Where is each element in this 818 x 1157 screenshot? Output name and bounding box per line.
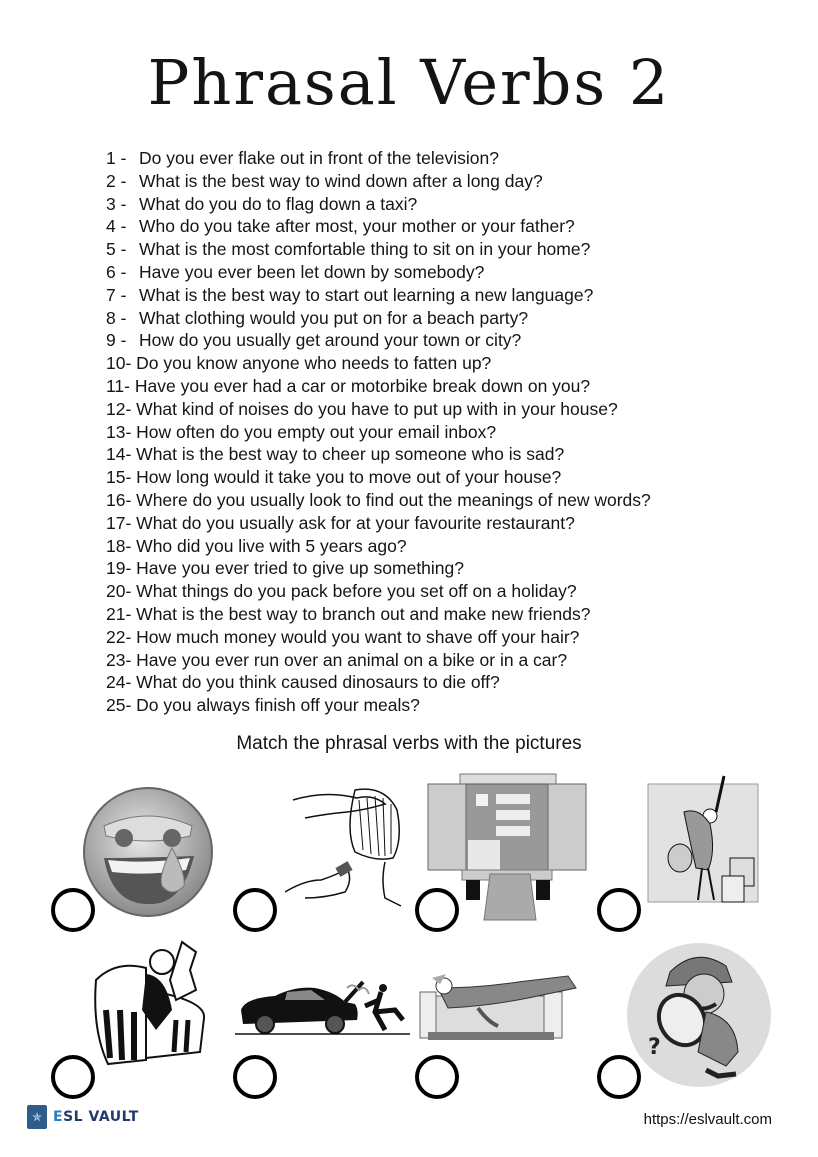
- question-number: 9 -: [106, 330, 127, 351]
- question-item: [106, 649, 746, 672]
- question-text: What is the best way to wind down after a long day?: [139, 170, 543, 191]
- question-text: What is the best way to branch out and make new friends?: [136, 603, 591, 624]
- question-text: What do you do to flag down a taxi?: [139, 193, 418, 214]
- question-number: 6 -: [106, 261, 127, 282]
- question-number: 19-: [106, 558, 132, 579]
- question-item: [106, 580, 746, 603]
- question-number: 8 -: [106, 307, 127, 328]
- question-text: Have you ever run over an animal on a bike or in a car?: [136, 649, 568, 670]
- answer-circle-4[interactable]: [597, 888, 641, 932]
- answer-circle-2[interactable]: [233, 888, 277, 932]
- question-number: 4 -: [106, 216, 127, 237]
- answer-circle-8[interactable]: [597, 1055, 641, 1099]
- question-text: Who do you take after most, your mother or your father?: [139, 216, 575, 237]
- question-text: What do you usually ask for at your favourite restaurant?: [136, 512, 575, 533]
- question-item: [106, 535, 746, 558]
- question-number: 23-: [106, 649, 132, 670]
- question-text: What things do you pack before you set off on a holiday?: [136, 581, 577, 602]
- question-text: What do you think caused dinosaurs to die off?: [136, 672, 500, 693]
- question-item: [106, 261, 746, 284]
- question-number: 24-: [106, 672, 132, 693]
- match-heading: Match the phrasal verbs with the pictures: [236, 733, 582, 754]
- logo-letter-e: E: [53, 1109, 64, 1125]
- man-on-sofa-icon: [418, 968, 590, 1046]
- question-item: [106, 398, 746, 421]
- question-number: 3 -: [106, 193, 127, 214]
- question-item: [106, 626, 746, 649]
- question-number: 21-: [106, 603, 132, 624]
- question-number: 1 -: [106, 148, 127, 168]
- question-item: [106, 375, 746, 398]
- question-item: [106, 489, 746, 512]
- question-item: [106, 284, 746, 307]
- question-item: [106, 193, 746, 216]
- haircut-shaving-icon: [285, 780, 410, 912]
- question-number: 7 -: [106, 284, 127, 305]
- question-number: 20-: [106, 581, 132, 602]
- question-item: [106, 512, 746, 535]
- question-number: 16-: [106, 489, 132, 510]
- question-text: Do you know anyone who needs to fatten up?: [136, 353, 492, 374]
- question-number: 12-: [106, 398, 132, 419]
- woman-with-luggage-icon: [644, 772, 762, 910]
- question-item: [106, 421, 746, 444]
- question-number: 2 -: [106, 170, 127, 191]
- question-text: Do you always finish off your meals?: [136, 695, 420, 716]
- question-item: [106, 329, 746, 352]
- question-text: Who did you live with 5 years ago?: [136, 535, 407, 556]
- answer-circle-3[interactable]: [415, 888, 459, 932]
- esl-vault-logo[interactable]: [27, 1105, 139, 1129]
- question-text: What kind of noises do you have to put up with in your house?: [136, 398, 618, 419]
- question-text: How much money would you want to shave off your hair?: [136, 626, 580, 647]
- answer-circle-5[interactable]: [51, 1055, 95, 1099]
- website-url-link[interactable]: https://eslvault.com: [643, 1111, 772, 1128]
- answer-circle-1[interactable]: [51, 888, 95, 932]
- question-number: 17-: [106, 512, 132, 533]
- question-text: What is the most comfortable thing to sit on in your home?: [139, 239, 591, 260]
- page-title: Phrasal Verbs 2: [147, 46, 671, 119]
- man-in-armchair-icon: [86, 940, 218, 1072]
- question-list: [106, 147, 746, 717]
- question-text: Have you ever tried to give up something?: [136, 558, 464, 579]
- question-item: [106, 147, 746, 170]
- logo-text-rest: SL VAULT: [63, 1109, 139, 1125]
- question-item: [106, 671, 746, 694]
- question-text: Have you ever had a car or motorbike break down on you?: [134, 375, 591, 396]
- question-number: 11-: [106, 375, 130, 396]
- question-text: How often do you empty out your email inbox?: [136, 421, 497, 442]
- question-text: What clothing would you put on for a beach party?: [139, 307, 529, 328]
- answer-circle-6[interactable]: [233, 1055, 277, 1099]
- logo-text: [53, 1109, 139, 1125]
- question-text: What is the best way to start out learning a new language?: [139, 284, 594, 305]
- question-item: [106, 557, 746, 580]
- question-number: 25-: [106, 695, 132, 716]
- question-number: 13-: [106, 421, 132, 442]
- vault-icon: ✯: [27, 1105, 47, 1129]
- question-number: 10-: [106, 353, 132, 374]
- question-text: What is the best way to cheer up someone who is sad?: [136, 444, 565, 465]
- question-text: Do you ever flake out in front of the television?: [139, 148, 499, 168]
- question-text: How do you usually get around your town or city?: [139, 330, 522, 351]
- crying-laughing-emoji-icon: [82, 786, 214, 918]
- svg-text:?: ?: [648, 1035, 661, 1060]
- car-broken-down-icon: [235, 980, 410, 1040]
- question-text: Have you ever been let down by somebody?: [139, 261, 485, 282]
- question-item: [106, 170, 746, 193]
- question-item: [106, 238, 746, 261]
- question-number: 14-: [106, 444, 132, 465]
- question-item: [106, 215, 746, 238]
- question-number: 5 -: [106, 239, 127, 260]
- question-text: How long would it take you to move out of your house?: [136, 467, 562, 488]
- question-item: [106, 466, 746, 489]
- question-item: [106, 443, 746, 466]
- question-number: 15-: [106, 467, 132, 488]
- question-item: [106, 694, 746, 717]
- question-item: [106, 307, 746, 330]
- question-text: Where do you usually look to find out the meanings of new words?: [136, 489, 651, 510]
- question-item: [106, 352, 746, 375]
- question-number: 22-: [106, 626, 132, 647]
- question-item: [106, 603, 746, 626]
- answer-circle-7[interactable]: [415, 1055, 459, 1099]
- detective-magnifying-glass-icon: [626, 942, 772, 1088]
- question-number: 18-: [106, 535, 132, 556]
